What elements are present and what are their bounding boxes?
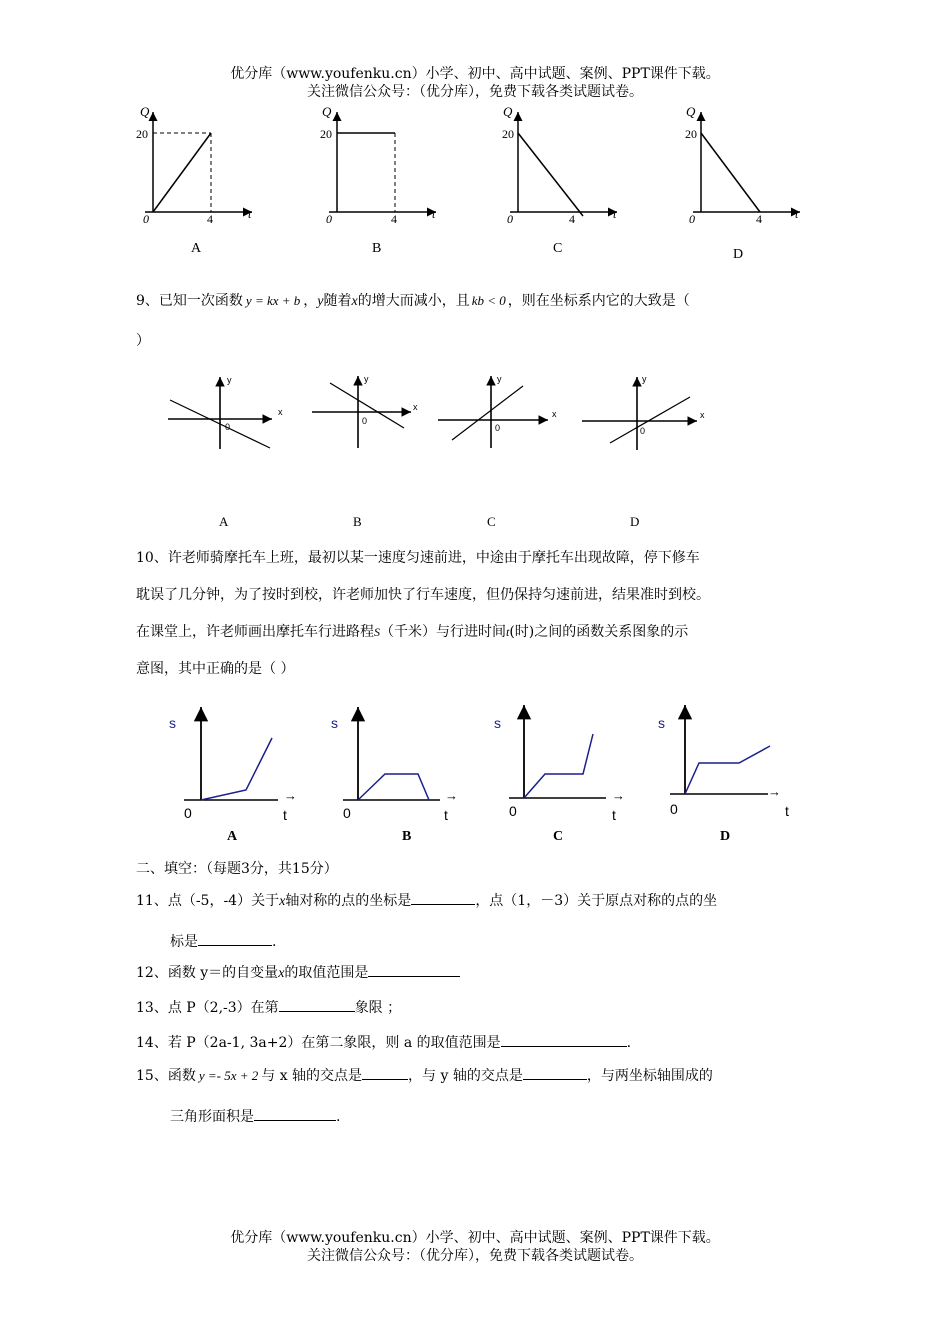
- q8c-x-tick: 4: [569, 212, 575, 226]
- q10d-axis-x: t: [785, 803, 789, 819]
- q10-line3-a: 在课堂上，许老师画出摩托车行进路程: [136, 624, 374, 640]
- q9-formula-1: y = kx + b: [245, 293, 301, 308]
- section-2-title: 二、填空：（每题3分，共15分）: [136, 861, 338, 877]
- footer-line-2: 关注微信公众号：（优分库），免费下载各类试题试卷。: [307, 1248, 643, 1264]
- q8b-origin: 0: [326, 212, 332, 226]
- q10-line3-b: （千米）与行进时间: [380, 624, 506, 640]
- q15-formula: y =- 5x + 2: [198, 1068, 259, 1083]
- q11-a: 11、点（-5，-4）关于: [136, 893, 280, 909]
- q8-option-a: A: [191, 241, 202, 256]
- q13-blank[interactable]: [279, 997, 355, 1012]
- q10b-axis-x: t: [444, 807, 448, 823]
- q9-num: 9、: [136, 293, 159, 309]
- q8-graph-b: [320, 104, 436, 226]
- q11-line-1: [136, 890, 717, 910]
- q10a-axis-x: t: [283, 807, 287, 823]
- q9b-axis-y: y: [364, 374, 369, 384]
- q15-line-2: [170, 1106, 340, 1126]
- header-line-2: 关注微信公众号：（优分库），免费下载各类试题试卷。: [307, 84, 643, 100]
- q10-option-a: A: [227, 829, 238, 844]
- q9-option-d: D: [630, 514, 640, 529]
- q9-t3: 随着: [323, 293, 352, 309]
- q9-t2: ，: [303, 293, 318, 309]
- q12-b: 的取值范围是: [284, 965, 369, 981]
- q8c-origin: 0: [507, 212, 513, 226]
- q8b-axis-x: t: [432, 207, 436, 221]
- q10a-origin: 0: [184, 805, 192, 821]
- q15-f: .: [336, 1109, 341, 1125]
- q10a-axis-y: s: [169, 715, 176, 731]
- q13-line: [136, 997, 401, 1017]
- q8-option-b: B: [372, 241, 382, 256]
- q11-blank-1[interactable]: [411, 890, 475, 905]
- q10d-origin: 0: [670, 801, 678, 817]
- q15-c: ，与 y 轴的交点是: [408, 1068, 523, 1084]
- q10-formula-t: t: [506, 625, 510, 639]
- q9c-origin: 0: [495, 423, 501, 433]
- q10-line-3: [136, 621, 688, 641]
- q8c-axis-x: t: [613, 207, 617, 221]
- q10c-origin: 0: [509, 803, 517, 819]
- q10-graphs: [0, 695, 950, 855]
- q10-line-1: 10、许老师骑摩托车上班，最初以某一速度匀速前进，中途由于摩托车出现故障，停下修车: [136, 550, 700, 566]
- q11-b: 轴对称的点的坐标是: [285, 893, 412, 909]
- q10a-arrow: →: [284, 788, 297, 803]
- q15-b: 与 x 轴的交点是: [261, 1068, 363, 1084]
- q12-blank[interactable]: [368, 962, 460, 977]
- q8d-axis-x: t: [795, 207, 799, 221]
- q8d-origin: 0: [689, 212, 695, 226]
- q10b-axis-y: s: [331, 715, 338, 731]
- q15-blank-2[interactable]: [523, 1065, 587, 1080]
- q8a-origin: 0: [143, 212, 149, 226]
- q15-blank-1[interactable]: [362, 1065, 408, 1080]
- q9d-origin: 0: [640, 426, 646, 436]
- q8-graph-c: [502, 104, 617, 226]
- q9-line-1: [136, 290, 690, 310]
- q15-blank-3[interactable]: [254, 1106, 336, 1121]
- q9-graph-d: [582, 374, 705, 450]
- q8-graph-d: [685, 104, 800, 226]
- q12-a: 12、函数 y＝的自变量: [136, 965, 279, 981]
- q9-formula-4: kb < 0: [471, 293, 506, 308]
- q8-option-d: D: [733, 247, 744, 262]
- q8d-y-tick: 20: [685, 127, 697, 141]
- q8c-axis-y: Q: [503, 104, 513, 119]
- q9-line-2: ）: [136, 333, 150, 349]
- q13-b: 象限 ；: [354, 1000, 402, 1016]
- q15-e: 三角形面积是: [170, 1109, 254, 1125]
- q8-graph-a: [136, 104, 252, 226]
- q11-c: ，点（1，－3）关于原点对称的点的坐: [475, 893, 718, 909]
- q10-option-c: C: [553, 829, 564, 844]
- q9-t4: 的增大而减小，且: [357, 293, 470, 309]
- q10-line-2: 耽误了几分钟，为了按时到校，许老师加快了行车速度，但仍保持匀速前进，结果准时到校。: [136, 587, 710, 603]
- q9-t1: 已知一次函数: [158, 293, 243, 309]
- q9d-axis-y: y: [642, 374, 647, 384]
- q10d-axis-y: s: [658, 715, 665, 731]
- q14-b: .: [626, 1035, 632, 1051]
- q10c-axis-y: s: [494, 715, 501, 731]
- q12-formula-x: x: [278, 966, 285, 981]
- q9a-axis-x: x: [278, 407, 283, 417]
- q9-graphs: [0, 365, 950, 535]
- header-line-1: 优分库（www.youfenku.cn）小学、初中、高中试题、案例、PPT课件下载。: [230, 66, 720, 82]
- q8d-axis-y: Q: [686, 104, 696, 119]
- q9b-axis-x: x: [413, 402, 418, 412]
- q11-e: .: [272, 934, 277, 950]
- q11-blank-2[interactable]: [198, 931, 272, 946]
- q9c-axis-x: x: [552, 409, 557, 419]
- q11-d: 标是: [170, 934, 198, 950]
- q10-formula-s: S: [374, 625, 380, 639]
- q10b-arrow: →: [445, 788, 458, 803]
- q10-graph-d: [658, 705, 789, 819]
- q9d-axis-x: x: [700, 410, 705, 420]
- q8d-x-tick: 4: [756, 212, 762, 226]
- q15-d: ，与两坐标轴围成的: [586, 1068, 713, 1084]
- q14-a: 14、若 P（2a-1, 3a+2）在第二象限，则 a 的取值范围是: [136, 1035, 501, 1051]
- q10-graph-b: [331, 707, 458, 823]
- q11-formula-x: x: [279, 894, 286, 909]
- q8b-y-tick: 20: [320, 127, 332, 141]
- q10-option-d: D: [720, 829, 731, 844]
- q10-line3-c: (时)之间的函数关系图象的示: [509, 624, 689, 640]
- q9-t5: ，则在坐标系内它的大致是（: [507, 293, 690, 309]
- q10-line-4: 意图，其中正确的是（ ）: [136, 661, 295, 677]
- q9a-origin: 0: [225, 422, 231, 432]
- q10b-origin: 0: [343, 805, 351, 821]
- q9-graph-a: [168, 375, 283, 449]
- q8a-axis-x: t: [248, 207, 252, 221]
- q11-line-2: [170, 931, 276, 951]
- q9-formula-2: y: [317, 294, 324, 309]
- q10c-arrow: →: [612, 788, 625, 803]
- q8a-axis-y: Q: [140, 104, 150, 119]
- q10d-arrow: →: [768, 784, 781, 799]
- q9-option-b: B: [353, 514, 362, 529]
- q9a-axis-y: y: [227, 375, 232, 385]
- q9-formula-3: x: [351, 294, 358, 309]
- q10-option-b: B: [402, 829, 412, 844]
- q9b-origin: 0: [362, 416, 368, 426]
- q9-option-c: C: [487, 514, 496, 529]
- q8b-x-tick: 4: [391, 212, 397, 226]
- q10-graph-a: [169, 707, 297, 823]
- q8-option-c: C: [553, 241, 563, 256]
- q10-graph-c: [494, 705, 625, 823]
- q9-option-a: A: [219, 514, 229, 529]
- footer-line-1: 优分库（www.youfenku.cn）小学、初中、高中试题、案例、PPT课件下载。: [230, 1230, 720, 1246]
- q9-graph-b: [312, 374, 418, 448]
- q8c-y-tick: 20: [502, 127, 514, 141]
- q10c-axis-x: t: [612, 807, 616, 823]
- q9-graph-c: [438, 374, 557, 448]
- q8a-y-tick: 20: [136, 127, 148, 141]
- q15-a: 15、函数: [136, 1068, 196, 1084]
- q12-line: [136, 962, 460, 982]
- q15-line-1: [136, 1065, 713, 1085]
- q8a-x-tick: 4: [207, 212, 213, 226]
- q14-blank[interactable]: [501, 1032, 627, 1047]
- q13-a: 13、点 P（2,-3）在第: [136, 1000, 279, 1016]
- q14-line: [136, 1032, 631, 1052]
- q9c-axis-y: y: [497, 374, 502, 384]
- q8b-axis-y: Q: [322, 104, 332, 119]
